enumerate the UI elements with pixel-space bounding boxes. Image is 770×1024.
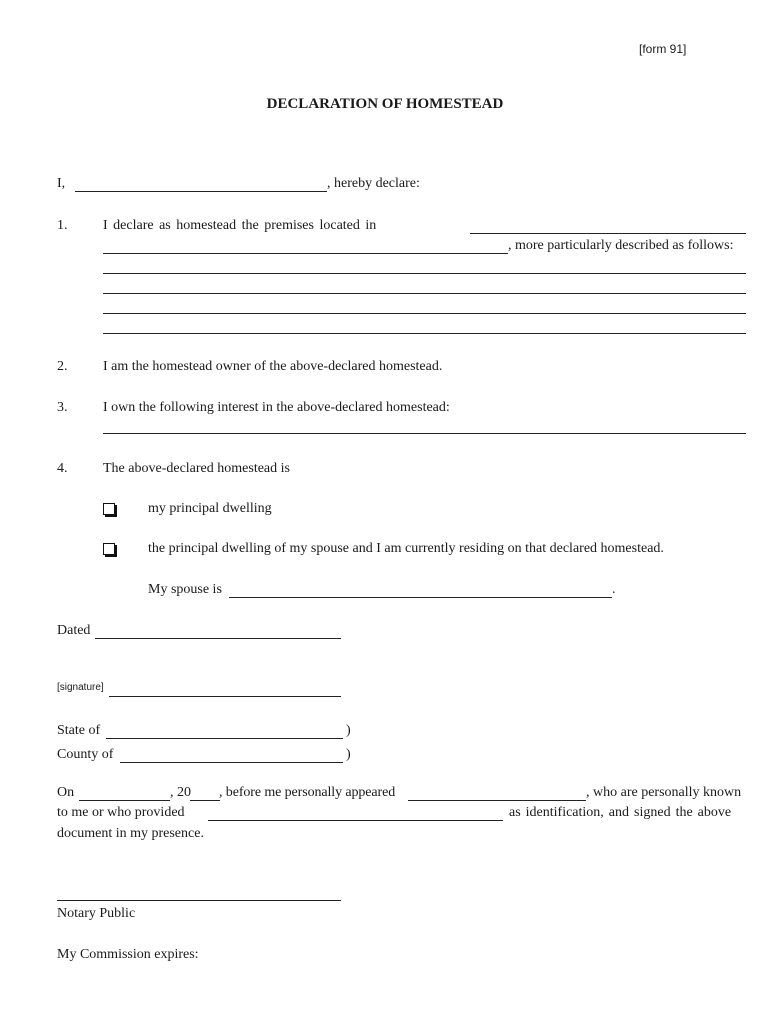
item-1-text-continued: , more particularly described as follows: (508, 238, 734, 253)
option-spouse-dwelling: the principal dwelling of my spouse and I am currently residing on that declared homestead. (148, 541, 664, 556)
appeared-name-field[interactable] (408, 800, 586, 801)
description-line-2[interactable] (103, 293, 746, 294)
on-label: On (57, 785, 75, 800)
option-principal-dwelling: my principal dwelling (148, 501, 272, 516)
date-field[interactable] (95, 638, 341, 639)
signature-field[interactable] (109, 696, 341, 697)
description-line-3[interactable] (103, 313, 746, 314)
description-line-1[interactable] (103, 273, 746, 274)
commission-label: My Commission expires: (57, 947, 199, 962)
appearance-date-field[interactable] (79, 800, 170, 801)
description-line-4[interactable] (103, 333, 746, 334)
interest-field[interactable] (103, 433, 746, 434)
signature-label: [signature] (57, 682, 104, 693)
declarant-name-field[interactable] (75, 191, 327, 192)
page-title: DECLARATION OF HOMESTEAD (266, 96, 504, 112)
county-field[interactable] (120, 762, 343, 763)
item-1-number: 1. (57, 218, 68, 233)
item-2-text: I am the homestead owner of the above-declared homestead. (103, 359, 443, 374)
state-paren: ) (346, 723, 351, 738)
spouse-suffix: . (612, 582, 616, 597)
notary-signature-field[interactable] (57, 900, 341, 901)
spouse-name-field[interactable] (229, 597, 612, 598)
appearance-year-field[interactable] (190, 800, 220, 801)
county-paren: ) (346, 747, 351, 762)
item-4-text: The above-declared homestead is (103, 461, 290, 476)
item-3-text: I own the following interest in the above-declared homestead: (103, 400, 450, 415)
premises-location-field[interactable] (470, 233, 746, 234)
known-text: , who are personally known (586, 785, 742, 800)
spouse-dwelling-checkbox[interactable] (103, 543, 115, 555)
form-number: [form 91] (639, 42, 687, 56)
provided-text: to me or who provided (57, 805, 185, 820)
principal-dwelling-checkbox[interactable] (103, 503, 115, 515)
item-2-number: 2. (57, 359, 68, 374)
intro-suffix: , hereby declare: (327, 176, 420, 191)
item-4-number: 4. (57, 461, 68, 476)
intro-prefix: I, (57, 176, 66, 191)
item-3-number: 3. (57, 400, 68, 415)
state-field[interactable] (106, 738, 343, 739)
presence-text: document in my presence. (57, 826, 204, 841)
state-label: State of (57, 723, 101, 738)
spouse-label: My spouse is (148, 582, 222, 597)
county-label: County of (57, 747, 114, 762)
notary-public-label: Notary Public (57, 906, 136, 921)
identification-text: as identification, and signed the above (509, 805, 732, 820)
identification-field[interactable] (208, 820, 503, 821)
dated-label: Dated (57, 623, 91, 638)
premises-location-field-continued[interactable] (103, 253, 508, 254)
item-1-text: I declare as homestead the premises located in (103, 218, 377, 233)
appeared-text: , before me personally appeared (219, 785, 396, 800)
year-prefix: , 20 (170, 785, 191, 800)
